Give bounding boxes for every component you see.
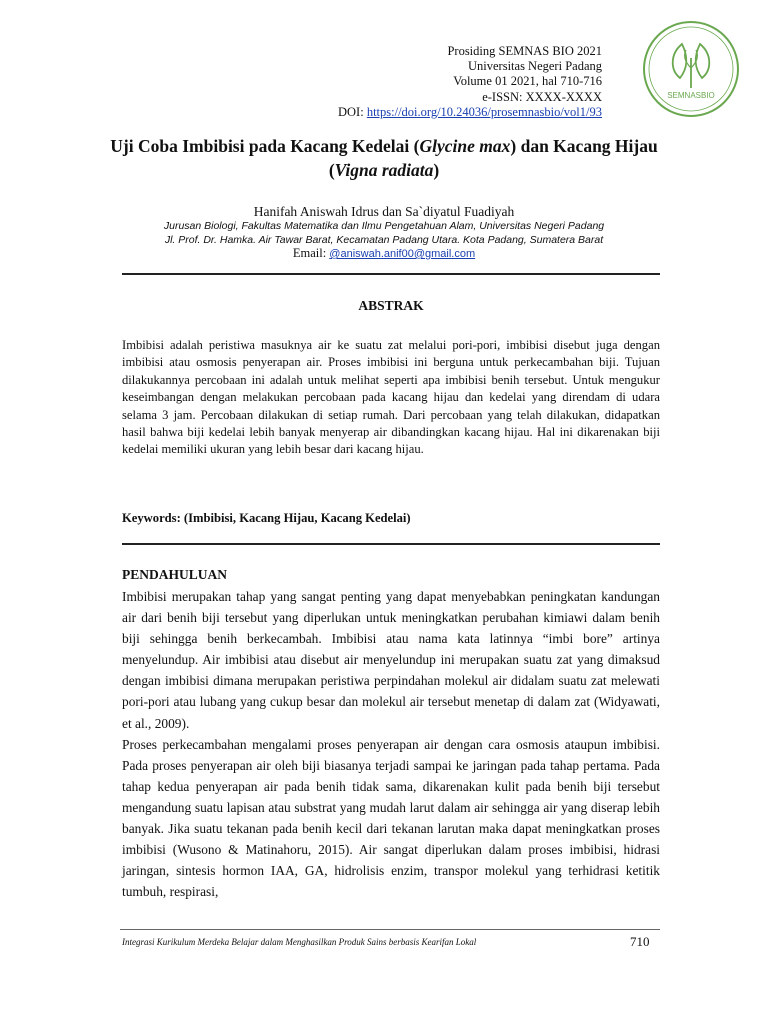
authors: Hanifah Aniswah Idrus dan Sa`diyatul Fuadiyah: [253, 204, 515, 219]
email-label: Email:: [292, 246, 330, 260]
abstract-heading: ABSTRAK: [358, 298, 424, 313]
doi-line: [338, 105, 602, 120]
divider-keywords: [122, 543, 660, 545]
affiliation: [100, 220, 668, 247]
header-line-1: Prosiding SEMNAS BIO 2021: [447, 44, 602, 58]
footer-text: Integrasi Kurikulum Merdeka Belajar dalam Menghasilkan Produk Sains berbasis Kearifan Lokal: [122, 937, 477, 947]
svg-text:SEMNASBIO: SEMNASBIO: [667, 91, 715, 100]
email-line: [100, 246, 668, 261]
page-number: 710: [630, 934, 650, 949]
paragraph: Proses perkecambahan mengalami proses penyerapan air dengan cara osmosis ataupun imbibisi. Pada proses penyerapan air oleh biji biasanya terjadi sampai ke jaringan pada tahap pertama. Pada tahap kedua penyerapan air pada benih tidak sama, dikarenakan kulit pada benih biji tersebut mengandung suatu lapisan atau substrat yang mudah larut dalam air sehingga air yang diserap lebih banyak. Jika suatu tekanan pada benih kecil dari tekanan larutan maka dapat meningkatkan proses imbibisi (Wusono & Matinahoru, 2015). Air sangat diperlukan dalam proses imbibisi, hidrasi jaringan, sintesis hormon IAA, GA, hidrolisis enzim, transpor molekul yang terhidrasi ketitik tumbuh, respirasi,: [122, 736, 660, 900]
header-line-3: Volume 01 2021, hal 710-716: [453, 74, 602, 89]
doi-link[interactable]: https://doi.org/10.24036/prosemnasbio/vol1/93: [366, 104, 602, 119]
proceedings-header: [338, 44, 602, 120]
paper-title: Uji Coba Imbibisi pada Kacang Kedelai (Glycine max) dan Kacang Hijau (Vigna radiata): [110, 136, 658, 180]
header-line-2: Universitas Negeri Padang: [468, 59, 602, 74]
affiliation-line-1: Jurusan Biologi, Fakultas Matematika dan Ilmu Pengetahuan Alam, Universitas Negeri Padang: [163, 220, 605, 232]
abstract-text: Imbibisi adalah peristiwa masuknya air ke suatu zat melalui pori-pori, imbibisi disebut juga dengan imbibisi atau osmosis penyerapan air. Proses imbibisi ini berguna untuk perkecambahan biji. Tujuan dilakukannya percobaan ini adalah untuk melihat seperti apa imbibisi benih tersebut. Untuk mengukur keseimbangan dengan melakukan percobaan pada kacang hijau dan kedelai yang direndam di udara selama 3 jam. Percobaan dilakukan di setiap rumah. Dari percobaan yang telah dilakukan, didapatkan hasil bahwa biji kedelai lebih banyak menyerap air dibandingkan kacang hijau. Hal ini dikarenakan biji kedelai memiliki ukuran yang lebih besar dari kacang hijau.: [122, 338, 660, 457]
section-heading-pendahuluan: PENDAHULUAN: [122, 567, 228, 582]
divider-top: [122, 273, 660, 275]
introduction-body: [122, 586, 660, 902]
doi-label: DOI:: [337, 104, 367, 119]
paragraph: Imbibisi merupakan tahap yang sangat penting yang dapat menyebabkan peningkatan kandungan air dari benih biji tersebut yang diperlukan untuk meningkatkan perubahan kimiawi dalam benih biji sehingga benih berkecambah. Imbibisi atau nama kata latinnya “imbi bore” artinya menyelundup. Air imbibisi atau disebut air menyelundup ini merupakan suatu zat yang dimaksud dengan imbibisi dimana merupakan peristiwa perpindahan molekul air didalam suatu zat melewati pori-pori atau lubang yang cukup besar dan molekul air tersebut menetap di dalam zat (Widyawati, et al., 2009).: [122, 589, 660, 731]
semnasbio-logo: [640, 18, 742, 120]
affiliation-line-2: Jl. Prof. Dr. Hamka. Air Tawar Barat, Kecamatan Padang Utara. Kota Padang, Sumatera Barat: [164, 233, 604, 246]
email-link[interactable]: @aniswah.anif00@gmail.com: [329, 248, 476, 260]
header-line-4: e-ISSN: XXXX-XXXX: [482, 89, 602, 104]
keywords: Keywords: (Imbibisi, Kacang Hijau, Kacang Kedelai): [122, 511, 411, 525]
footer-divider: [120, 929, 660, 930]
